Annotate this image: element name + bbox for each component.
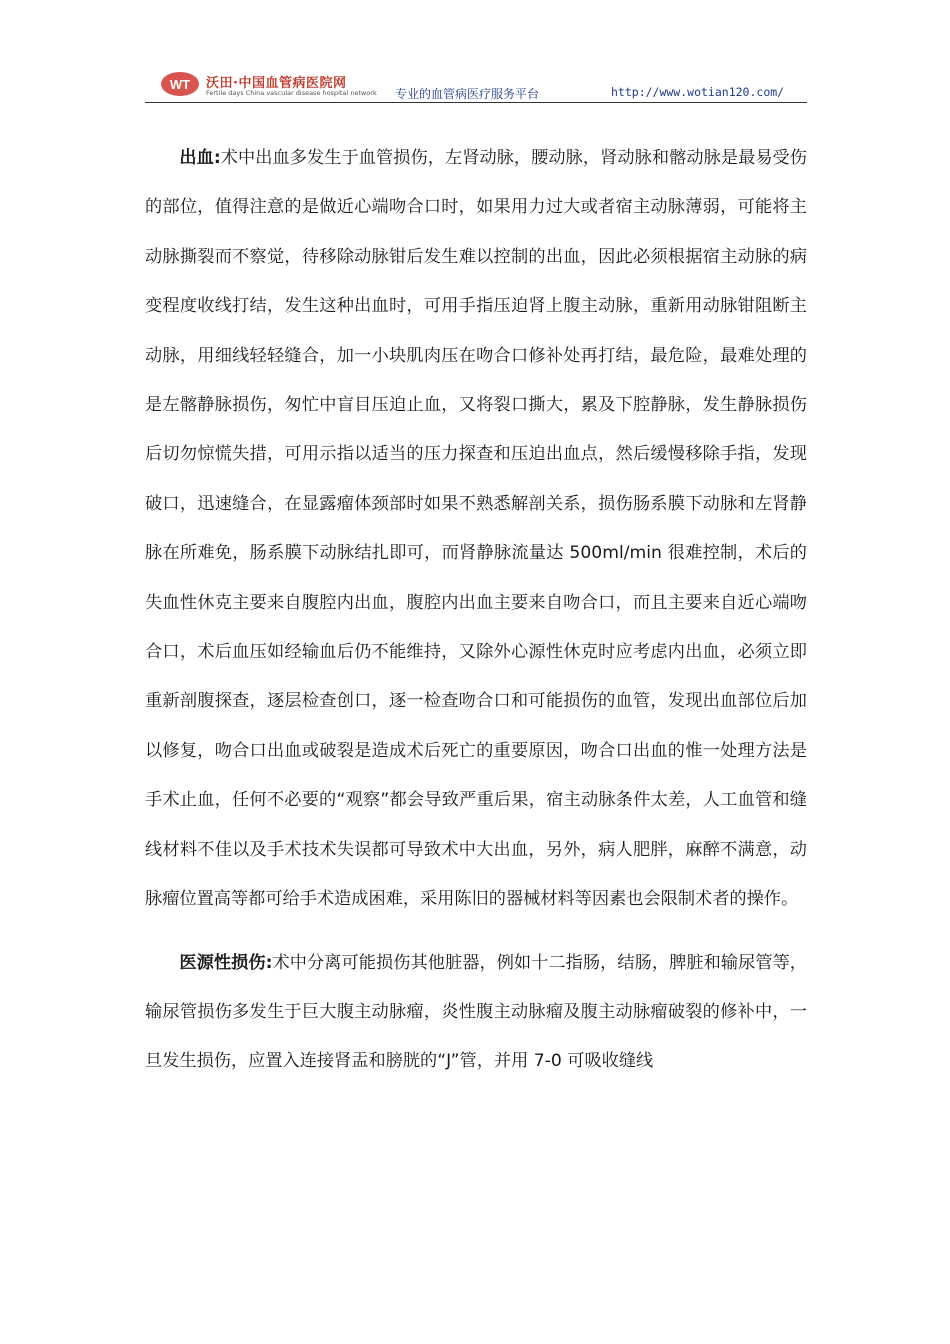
header-slogan: 专业的血管病医疗服务平台 [395, 87, 540, 101]
paragraph-text: 术中分离可能损伤其他脏器，例如十二指肠，结肠，脾脏和输尿管等，输尿管损伤多发生于巨大腹主动脉瘤，炎性腹主动脉瘤及腹主动脉瘤破裂的修补中，一旦发生损伤，应置入连接肾盂和膀胱的“J”管，并用 7-0 可吸收缝线 [145, 952, 807, 1072]
svg-text:WT: WT [169, 77, 191, 92]
paragraph-bleeding [145, 134, 807, 925]
page-header [145, 62, 807, 103]
header-url-link[interactable]: http://www.wotian120.com/ [611, 85, 785, 99]
paragraph-text: 术中出血多发生于血管损伤，左肾动脉，腰动脉，肾动脉和髂动脉是最易受伤的部位，值得注意的是做近心端吻合口时，如果用力过大或者宿主动脉薄弱，可能将主动脉撕裂而不察觉，待移除动脉钳后发生难以控制的出血，因此必须根据宿主动脉的病变程度收线打结，发生这种出血时，可用手指压迫肾上腹主动脉，重新用动脉钳阻断主动脉，用细线轻轻缝合，加一小块肌肉压在吻合口修补处再打结，最危险，最难处理的是左髂静脉损伤，匆忙中盲目压迫止血，又将裂口撕大，累及下腔静脉，发生静脉损伤后切勿惊慌失措，可用示指以适当的压力探查和压迫出血点，然后缓慢移除手指，发现破口，迅速缝合，在显露瘤体颈部时如果不熟悉解剖关系，损伤肠系膜下动脉和左肾静脉在所难免，肠系膜下动脉结扎即可，而肾静脉流量达 500ml/min 很难控制，术后的失血性休克主要来自腹腔内出血，腹腔内出血主要来自吻合口，而且主要来自近心端吻合口，术后血压如经输血后仍不能维持，又除外心源性休克时应考虑内出血，必须立即重新剖腹探查，逐层检查创口，逐一检查吻合口和可能损伤的血管，发现出血部位后加以修复，吻合口出血或破裂是造成术后死亡的重要原因，吻合口出血的惟一处理方法是手术止血，任何不必要的“观察”都会导致严重后果，宿主动脉条件太差，人工血管和缝线材料不佳以及手术技术失误都可导致术中大出血，另外，病人肥胖，麻醉不满意，动脉瘤位置高等都可给手术造成困难，采用陈旧的器械材料等因素也会限制术者的操作。 [145, 148, 807, 910]
paragraph-iatrogenic-injury [145, 939, 807, 1087]
document-body [145, 134, 807, 1101]
logo-subtitle: Fertile days China vascular disease hospital network [206, 89, 377, 97]
paragraph-lead: 出血: [179, 148, 221, 168]
logo-icon [160, 70, 200, 98]
logo-title: 沃田·中国血管病医院网 [206, 76, 347, 91]
paragraph-lead: 医源性损伤: [179, 952, 273, 973]
site-logo[interactable] [160, 70, 377, 102]
